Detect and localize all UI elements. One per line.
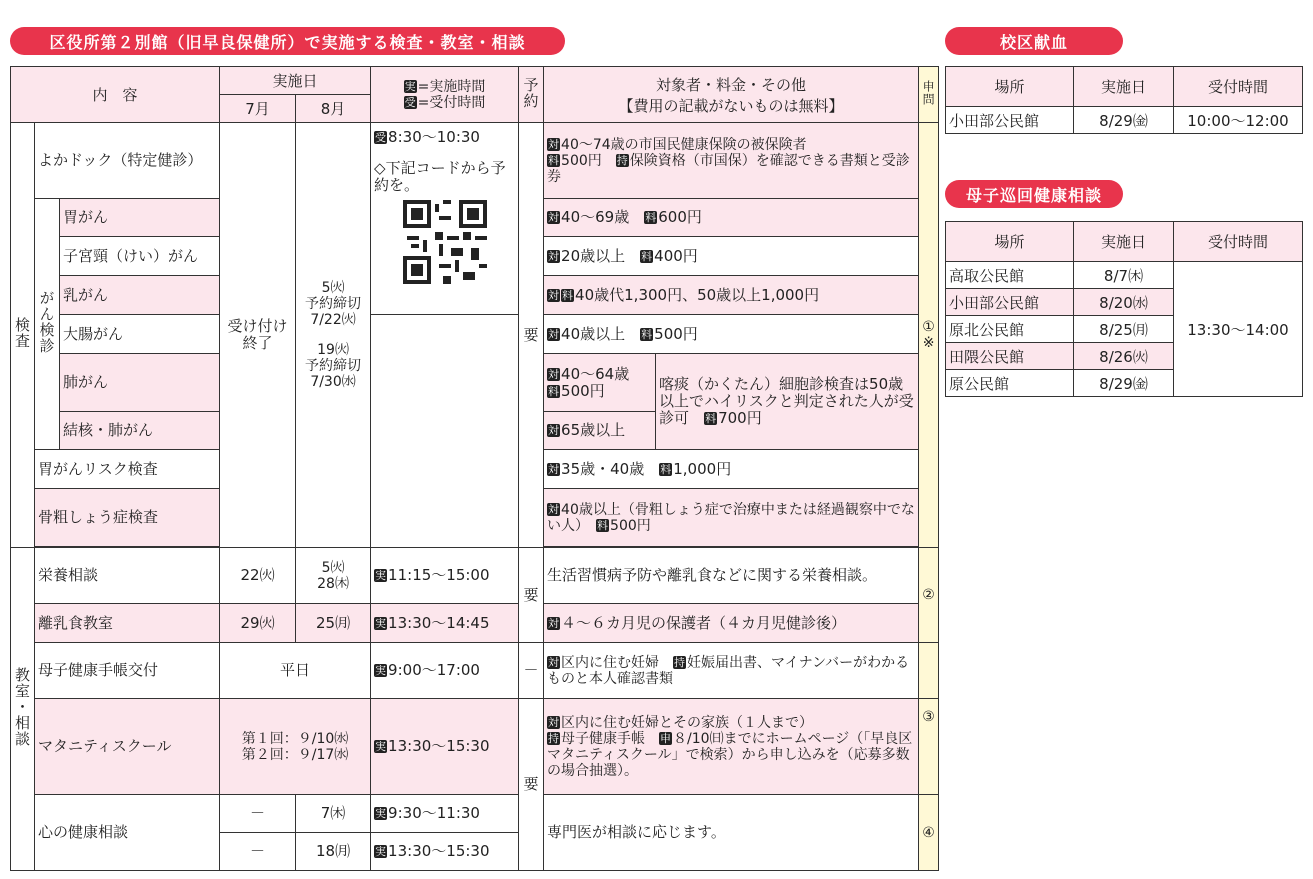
row-lung-target: 対 40～64歳 料 500円 [544, 354, 656, 412]
row-cervix-target: 対 20歳以上 料 400円 [544, 237, 919, 276]
row-mata-target: 対 区内に住む妊婦とその家族（１人まで） 持 母子健康手帳 申 ８/10㈰までにホームページ（「早良区 マタニティスクール」で検索）から申し込みを（応募多数の場合抽選）。 [544, 699, 919, 795]
row-colon-target: 対 40歳以上 料 500円 [544, 315, 919, 354]
row-stomach-target: 対 40～69歳 料 600円 [544, 199, 919, 237]
health-date: 8/25㈪ [1074, 316, 1174, 343]
kyo-reservation-2: 要 [519, 699, 544, 871]
row-boshi-time: 実 9:00～17:00 [371, 643, 519, 699]
health-header-date: 実施日 [1074, 222, 1174, 262]
row-kokoro-name: 心の健康相談 [35, 795, 220, 871]
kyo-apply-3: ③ [919, 699, 939, 795]
health-place: 原公民館 [946, 370, 1074, 397]
row-eiyo-july: 22㈫ [220, 548, 296, 604]
kensa-july: 受け付け終了 [220, 123, 296, 548]
health-header-place: 場所 [946, 222, 1074, 262]
blood-date: 8/29㈮ [1074, 107, 1174, 134]
row-kokoro-target: 専門医が相談に応じます。 [544, 795, 919, 871]
health-header-time: 受付時間 [1174, 222, 1303, 262]
health-date: 8/29㈮ [1074, 370, 1174, 397]
row-risk-target: 対 35歳・40歳 料 1,000円 [544, 450, 919, 489]
health-place: 小田部公民館 [946, 289, 1074, 316]
blood-place: 小田部公民館 [946, 107, 1074, 134]
health-time: 13:30～14:00 [1174, 262, 1303, 397]
row-kokoro-time-1: 実 9:30～11:30 [371, 795, 519, 833]
row-eiyo-time: 実 11:15～15:00 [371, 548, 519, 604]
section-gan: がん検診 [35, 199, 60, 450]
row-boshi-date: 平日 [220, 643, 371, 699]
row-cervix-name: 子宮頸（けい）がん [60, 237, 220, 276]
row-yoka-name: よかドック（特定健診） [35, 123, 220, 199]
kensa-august: 5㈫ 予約締切 7/22㈫ 19㈫ 予約締切 7/30㈬ [296, 123, 371, 548]
blood-header-time: 受付時間 [1174, 67, 1303, 107]
row-yoka-target: 対 40～74歳の市国民健康保険の被保険者 料 500円 持 保険資格（市国保）を確認できる書類と受診券 [544, 123, 919, 199]
blood-header-place: 場所 [946, 67, 1074, 107]
header-august: 8月 [296, 95, 371, 123]
health-date: 8/7㈭ [1074, 262, 1174, 289]
header-time: 実 =実施時間 受 =受付時間 [371, 67, 519, 123]
row-kokoro-august-1: 7㈭ [296, 795, 371, 833]
row-boshi-name: 母子健康手帳交付 [35, 643, 220, 699]
blood-time: 10:00～12:00 [1174, 107, 1303, 134]
health-title: 母子巡回健康相談 [945, 180, 1123, 208]
health-place: 高取公民館 [946, 262, 1074, 289]
health-date: 8/26㈫ [1074, 343, 1174, 370]
kensa-reservation: 要 [519, 123, 544, 548]
row-eiyo-name: 栄養相談 [35, 548, 220, 604]
row-boshi-reservation: － [519, 643, 544, 699]
kensa-time-filler [371, 315, 519, 548]
kyo-apply-2: ② [919, 548, 939, 643]
row-eiyo-target: 生活習慣病予防や離乳食などに関する栄養相談。 [544, 548, 919, 604]
row-boshi-target: 対 区内に住む妊婦 持 妊娠届出書、マイナンバーがわかるものと本人確認書類 [544, 643, 919, 699]
blood-table [945, 66, 1303, 134]
health-place: 田隈公民館 [946, 343, 1074, 370]
row-lung-name: 肺がん [60, 354, 220, 412]
row-kokoro-august-2: 18㈪ [296, 833, 371, 871]
kyo-reservation-1: 要 [519, 548, 544, 643]
row-rinyu-july: 29㈫ [220, 604, 296, 643]
header-content: 内 容 [11, 67, 220, 123]
header-apply: 申問 [919, 67, 939, 123]
kensa-time: 受 8:30～10:30 ◇下記コードから予約を。 [371, 123, 519, 315]
row-kokoro-time-2: 実 13:30～15:30 [371, 833, 519, 871]
health-place: 原北公民館 [946, 316, 1074, 343]
blood-header-date: 実施日 [1074, 67, 1174, 107]
row-stomach-name: 胃がん [60, 199, 220, 237]
row-colon-name: 大腸がん [60, 315, 220, 354]
row-mata-name: マタニティスクール [35, 699, 220, 795]
section-kensa: 検査 [11, 123, 35, 548]
row-mata-dates: 第１回：９/10㈬ 第２回：９/17㈬ [220, 699, 371, 795]
header-target: 対象者・料金・その他 【費用の記載がないものは無料】 [544, 67, 919, 123]
row-rinyu-name: 離乳食教室 [35, 604, 220, 643]
blood-title: 校区献血 [945, 27, 1123, 55]
row-mata-time: 実 13:30～15:30 [371, 699, 519, 795]
row-lung-note: 喀痰（かくたん）細胞診検査は50歳以上でハイリスクと判定された人が受診可 料 700円 [656, 354, 919, 450]
row-breast-name: 乳がん [60, 276, 220, 315]
row-rinyu-target: 対 ４～６カ月児の保護者（４カ月児健診後） [544, 604, 919, 643]
row-rinyu-time: 実 13:30～14:45 [371, 604, 519, 643]
row-risk-name: 胃がんリスク検査 [35, 450, 220, 489]
kyo-apply-4: ④ [919, 795, 939, 871]
row-rinyu-august: 25㈪ [296, 604, 371, 643]
main-title: 区役所第２別館（旧早良保健所）で実施する検査・教室・相談 [10, 27, 565, 55]
row-osteo-name: 骨粗しょう症検査 [35, 489, 220, 547]
row-osteo-target: 対 40歳以上（骨粗しょう症で治療中または経過観察中でない人） 料 500円 [544, 489, 919, 547]
row-tb-target: 対 65歳以上 [544, 412, 656, 450]
health-table [945, 221, 1303, 397]
kensa-apply: ① ※ [919, 123, 939, 548]
row-tb-name: 結核・肺がん [60, 412, 220, 450]
header-dates: 実施日 [220, 67, 371, 95]
row-kokoro-july-2: － [220, 833, 296, 871]
section-kyoshitsu: 教室・相談 [11, 548, 35, 871]
row-eiyo-august: 5㈫ 28㈭ [296, 548, 371, 604]
row-kokoro-july-1: － [220, 795, 296, 833]
header-reservation: 予約 [519, 67, 544, 123]
qr-code-icon[interactable] [403, 200, 487, 284]
schedule-table [10, 66, 939, 871]
header-july: 7月 [220, 95, 296, 123]
row-breast-target: 対 料 40歳代1,300円、50歳以上1,000円 [544, 276, 919, 315]
health-date: 8/20㈬ [1074, 289, 1174, 316]
